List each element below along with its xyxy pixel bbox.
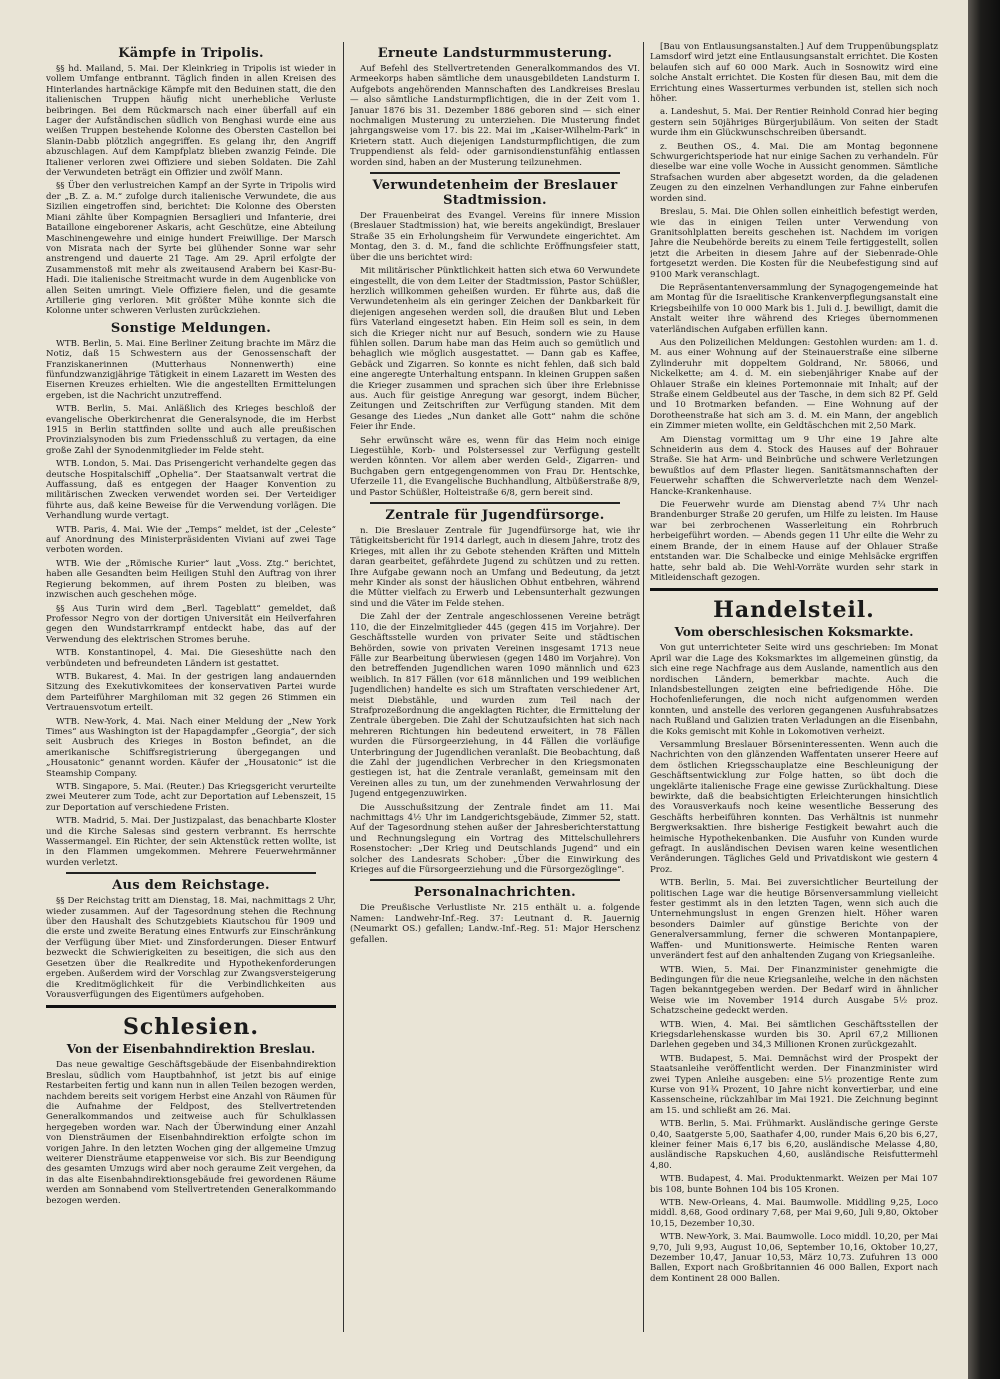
section-title-handelsteil: Handelsteil. <box>713 597 875 624</box>
news-item: WTB. New-York, 4. Mai. Nach einer Meldung der „New York Times“ aus Washington ist der Hapagdampfer „Georgia“, der sich seit Ausbruch des Krieges in Boston befindet, an die amerikanische Schiffsregistrierung übergegangen und „Housatonic“ genannt worden. Käufer der „Housatonic“ ist die Steamship Company. <box>46 716 336 779</box>
article-paragraph: Die Preußische Verlustliste Nr. 215 enthält u. a. folgende Namen: Landwehr-Inf.-Reg. 37: Leutnant d. R. Jauernig (Neumarkt OS.) gefallen; Landw.-Inf.-Reg. 51: Major Herschenz gefallen. <box>350 903 640 945</box>
headline-reichstage: Aus dem Reichstage. <box>112 878 270 894</box>
news-item: WTB. Konstantinopel, 4. Mai. Die Gieseshütte nach den verbündeten und befreundeten Ländern ist gestattet. <box>46 648 336 669</box>
headline-sonstige-meldungen: Sonstige Meldungen. <box>110 320 272 336</box>
market-report: Von gut unterrichteter Seite wird uns geschrieben: Im Monat April war die Lage des Koksmarktes im allgemeinen günstig, da sich eine rege Nachfrage aus dem Auslande, namentlich aus den nordischen Ländern, bemerkbar machte. Auch die Inlandsbestellungen zeigten eine befriedigende Höhe. Die Hochofenlieferungen, die noch nicht aufgenommen werden konnten, und anstelle des verloren gegangenen Ausfuhrabsatzes nach Rußland und Galizien traten Verladungen an die Eisenbahn, die Koks gemischt mit Kohle in Lokomotiven verheizt. <box>650 643 938 737</box>
market-report: WTB. Budapest, 4. Mai. Produktenmarkt. Weizen per Mai 107 bis 108, bunte Bohnen 104 bis 105 Kronen. <box>650 1174 938 1195</box>
column-left <box>46 42 336 1332</box>
column-middle <box>350 42 640 1332</box>
section-divider <box>370 502 620 504</box>
article-paragraph: Das neue gewaltige Geschäftsgebäude der Eisenbahndirektion Breslau, südlich vom Hauptbahnhof, ist jetzt bis auf einige Restarbeiten fertig und kann nun in allen Teilen bezogen werden, nachdem bereits seit vorigem Herbst eine Anzahl von Räumen für die Aufnahme der Feldpost, des Stellvertretenden Generalkommandos und zeitweise auch für Schulklassen hergegeben worden war. Nach der Überwindung einer Anzahl von Diensträumen der Eisenbahndirektion erfolgte schon im vorigen Jahre. In den letzten Wochen ging der allgemeine Umzug weiterer Diensträume etappenweise vor sich. Bis zur Beendigung des gesamten Umzugs wird aber noch geraume Zeit vergehen, da in das alte Eisenbahndirektionsgebäude frei gewordenen Räume werden am Sonnabend vom Stellvertretenden Generalkommando bezogen werden. <box>46 1060 336 1206</box>
market-report: WTB. Berlin, 5. Mai. Bei zuversichtlicher Beurteilung der politischen Lage war die heutige Börsenversammlung vielleicht fester gestimmt als in den letzten Tagen, wenn sich auch die Unternehmungslust in engen Grenzen hielt. Höher waren besonders Daimler auf günstige Berichte von der Generalversammlung, ferner die schweren Montanpapiere, Waffen- und Munitionswerte. Heimische Renten waren unverändert fest auf den anhaltenden Zugang von Kriegsanleihe. <box>650 878 938 962</box>
news-item: z. Beuthen OS., 4. Mai. Die am Montag begonnene Schwurgerichtsperiode hat nur einige Sachen zu verhandeln. Für dieselbe war eine volle Woche in Aussicht genommen. Sämtliche Strafsachen wurden aber abgesetzt worden, da die geladenen Zeugen zu den einzelnen Verhandlungen zur Fahne einberufen worden sind. <box>650 141 938 204</box>
headline-tripolis: Kämpfe in Tripolis. <box>118 46 264 61</box>
news-item: Die Repräsentantenversammlung der Synagogengemeinde hat am Montag für die Israelitische Krankenverpflegungsanstalt eine Kriegsbeihilfe von 10 000 Mark bis 1. Juli d. J. bewilligt, damit die Anstalt weiter ihre während des Krieges übernommenen vaterländischen Aufgaben erfüllen kann. <box>650 282 938 335</box>
news-item: WTB. Paris, 4. Mai. Wie der „Temps“ meldet, ist der „Celeste“ auf Anordnung des Ministerpräsidenten Viviani auf zwei Tage verboten worden. <box>46 524 336 556</box>
column-right <box>650 42 938 1332</box>
news-item: WTB. Berlin, 5. Mai. Anläßlich des Krieges beschloß der evangelische Oberkirchenrat die Generalsynode, die im Herbst 1915 in Berlin stattfinden sollte und auch alle preußischen Provinzialsynoden bis zum Friedensschluß zu vertagen, da eine große Zahl der Synodenmitglieder im Felde steht. <box>46 404 336 456</box>
news-item: WTB. Wie der „Römische Kurier“ laut „Voss. Ztg.“ berichtet, haben alle Gesandten beim Heiligen Stuhl den Auftrag von ihrer Regierung bekommen, auf ihrem Posten zu bleiben, was inzwischen auch geschehen möge. <box>46 558 336 601</box>
news-item: WTB. Bukarest, 4. Mai. In der gestrigen lang andauernden Sitzung des Exekutivkomitees der konservativen Partei wurde dem Parteiführer Marghiloman mit 32 gegen 26 Stimmen ein Vertrauensvotum erteilt. <box>46 671 336 714</box>
book-binding-edge <box>968 0 1000 1379</box>
subheadline-koksmarkt: Vom oberschlesischen Koksmarkte. <box>674 625 914 640</box>
article-paragraph: §§ Der Reichstag tritt am Dienstag, 18. Mai, nachmittags 2 Uhr, wieder zusammen. Auf der Tagesordnung stehen die Rechnung über den Haushalt des Schutzgebiets Kiautschou für 1909 und die erste und zweite Beratung eines Entwurfs zur Einschränkung der Verfügung über Miet- und Zinsforderungen. Dieser Entwurf bezweckt die Schwierigkeiten zu beseitigen, die sich aus den Gesetzen über die Realkredite und Hypothekenforderungen ergeben. Außerdem wird der Vorschlag zur Zwangsversteigerung die Kreditmöglichkeit für die Verbindlichkeiten aus Vorausverfügungen des Eigentümers aufgehoben. <box>46 896 336 1000</box>
section-divider <box>650 588 938 591</box>
section-title-schlesien: Schlesien. <box>122 1014 260 1041</box>
article-paragraph: Sehr erwünscht wäre es, wenn für das Heim noch einige Liegestühle, Korb- und Polstersessel zur Verfügung gestellt werden könnten. Vor allem aber werden Geld-, Zigarren- und Buchgaben gern entgegengenommen von Frau Dr. Hentschke, Uferzeile 11, die Evangelische Buchhandlung, Altbüßerstraße 8/9, und Pastor Schüßler, Holteistraße 6/8, gern bereit sind. <box>350 435 640 498</box>
article-paragraph: Der Frauenbeirat des Evangel. Vereins für innere Mission (Breslauer Stadtmission) hat, wie bereits angekündigt, Breslauer Straße 35 ein Erholungsheim für Verwundete eingerichtet. Am Montag, den 3. d. M., fand die schlichte Eröffnungsfeier statt, über die uns berichtet wird: <box>350 211 640 263</box>
section-divider <box>66 872 316 874</box>
market-report: WTB. Wien, 4. Mai. Bei sämtlichen Geschäftsstellen der Kriegsdarlehenskasse wurden bis 30. April 67,2 Millionen Darlehen gegeben und 34,3 Millionen Kronen zurückgezahlt. <box>650 1019 938 1051</box>
news-item: §§ Aus Turin wird dem „Berl. Tageblatt“ gemeldet, daß Professor Negro von der dortigen Universität ein Heilverfahren gegen den Wundstarrkrampf entdeckt habe, das auf der Verwendung des elektrischen Stromes beruhe. <box>46 603 336 645</box>
headline-personalnachrichten: Personalnachrichten. <box>414 885 576 901</box>
section-divider <box>46 1005 336 1008</box>
news-item: WTB. London, 5. Mai. Das Prisengericht verhandelte gegen das deutsche Hospitalschiff „Ophelia“. Der Staatsanwalt vertrat die Auffassung, daß es entgegen der Haager Konvention zu militärischen Zwecken verwendet worden sei. Der Verteidiger führte aus, daß keine Beweise für die Verwendung vorlägen. Die Verhandlung wurde vertagt. <box>46 459 336 522</box>
column-rule <box>643 42 644 1332</box>
market-report: WTB. New-York, 3. Mai. Baumwolle. Loco middl. 10,20, per Mai 9,70, Juli 9,93, August 10,06, September 10,16, Oktober 10,27, Dezember 10,47, Januar 10,53, März 10,73. Zufuhren 13 000 Ballen, Export nach Großbritannien 46 000 Ballen, Export nach dem Kontinent 28 000 Ballen. <box>650 1232 938 1284</box>
news-item: WTB. Berlin, 5. Mai. Eine Berliner Zeitung brachte im März die Notiz, daß 15 Schwestern aus der Genossenschaft der Franziskanerinnen (Mutterhaus Nonnenwerth) eine fünfundzwanzigjährige Tätigkeit in einem Lazarett im Westen des Eisernen Kreuzes erhielten. Wie die angestellten Ermittelungen ergeben, ist die Nachricht unzutreffend. <box>46 338 336 401</box>
article-paragraph: §§ Über den verlustreichen Kampf an der Syrte in Tripolis wird der „B. Z. a. M.“ zufolge durch italienische Verwundete, die aus Sizilien eingetroffen sind, berichtet: Die Kolonne des Obersten Miani zählte über Kompagnien Bersaglieri und Infanterie, drei Bataillone eingeborener Askaris, acht Geschütze, eine Abteilung Maschinengewehre und einige hundert Freiwillige. Der Marsch von Misrata nach der Syrte bei glühender Sonne war sehr anstrengend und dauerte 21 Tage. Am 29. April erfolgte der Zusammenstoß mit mehr als zweitausend Arabern bei Kasr-Bu-Hadi. Die italienische Streitmacht wurde in dem Augenblicke von allen Seiten umringt. Viele Offiziere fielen, und die gesamte Artillerie ging verloren. Mit größter Mühe konnte sich die Kolonne unter schweren Verlusten zurückziehen. <box>46 181 336 317</box>
news-item: Am Dienstag vormittag um 9 Uhr eine 19 Jahre alte Schneiderin aus dem 4. Stock des Hauses auf der Bohrauer Straße. Sie hat Arm- und Beinbrüche und schwere Verletzungen bewußtlos auf dem Pflaster liegen. Sanitätsmannschaften der Feuerwehr schafften die Schwerverletzte nach dem Wenzel-Hancke-Krankenhause. <box>650 434 938 497</box>
headline-jugendfuersorge: Zentrale für Jugendfürsorge. <box>385 508 605 524</box>
market-report: Versammlung Breslauer Börseninteressenten. Wenn auch die Nachrichten von den glänzenden Waffentaten unserer Heere auf dem östlichen Kriegsschauplatze eine Beschleunigung der Geschäftsentwicklung zur Folge hatten, so übt doch die ungeklärte italienische Frage eine gewisse Zurückhaltung. Diese bewirkte, daß die beabsichtigten Erleichterungen hinsichtlich des Vorausverkaufs noch keine wesentliche Besserung des Geschäfts herbeiführen konnten. Das Verhältnis ist nunmehr Bergwerksaktien. Ihre bisherige Festigkeit bewahrt auch die heimische Hypothekenbanken. Die Ausfuhr von Kunden wurde gefragt. In ausländischen Devisen waren keine wesentlichen Veränderungen. Tägliches Geld und Privatdiskont wie gestern 4 Proz. <box>650 739 938 875</box>
market-report: WTB. Budapest, 5. Mai. Demnächst wird der Prospekt der Staatsanleihe veröffentlicht werden. Der Finanzminister wird zwei Typen Anleihe ausgeben: eine 5½ prozentige Rente zum Kurse von 91¾ Prozent, 10 Jahre nicht konvertierbar, und eine Kassenscheine, rückzahlbar im Mai 1921. Die Zeichnung beginnt am 15. und schließt am 26. Mai. <box>650 1053 938 1116</box>
subheadline-eisenbahndirektion: Von der Eisenbahndirektion Breslau. <box>66 1042 316 1057</box>
column-rule <box>343 42 344 1332</box>
news-item: Aus den Polizeilichen Meldungen: Gestohlen wurden: am 1. d. M. aus einer Wohnung auf der Steinauerstraße eine silberne Zylinderuhr mit doppeltem Goldrand, Nr. 58066, und Nickelkette; am 4. d. M. ein siebenjähriger Knabe auf der Ohlauer Straße ein kleines Portemonnaie mit Inhalt; auf der Straße einem Geldbeutel aus der Tasche, in dem sich 82 Pf. Geld und 10 Brotmarken befanden. — Eine Wohnung auf der Dorotheenstraße hat sich am 3. d. M. ein Mann, der angeblich ein Zimmer mieten wollte, ein Geldtäschchen mit 2,50 Mark. <box>650 337 938 432</box>
headline-landsturmmusterung: Erneute Landsturmmusterung. <box>377 46 613 61</box>
news-item: a. Landeshut, 5. Mai. Der Rentier Reinhold Conrad hier beging gestern sein 50jähriges Bürgerjubiläum. Von seiten der Stadt wurde ihm ein Glückwunschschreiben übersandt. <box>650 107 938 139</box>
market-report: WTB. New-Orleans, 4. Mai. Baumwolle. Middling 9,25, Loco middl. 8,68, Good ordinary 7,68, per Mai 9,60, Juli 9,80, Oktober 10,15, Dezember 10,30. <box>650 1198 938 1229</box>
article-paragraph: §§ hd. Mailand, 5. Mai. Der Kleinkrieg in Tripolis ist wieder in vollem Umfange entbrannt. Täglich finden in allen Kreisen des Hinterlandes hartnäckige Kämpfe mit den Beduinen statt, die den italienischen Truppen häufig nicht unerhebliche Verluste beibringen. Bei dem Rückmarsch nach einer überfall auf ein Lager der Aufständischen südlich von Benghasi wurde eine aus weißen Truppen bestehende Kolonne des Obersten Castellon bei Slanin-Dabb plötzlich angegriffen. Es gelang ihr, den Angriff abzuschlagen. Auf dem Kampfplatz blieben zwanzig Feinde. Die Italiener verloren zwei Offiziere und sieben Soldaten. Die Zahl der Verwundeten beträgt ein Offizier und zwölf Mann. <box>46 64 336 179</box>
article-paragraph: Die Zahl der der Zentrale angeschlossenen Vereine beträgt 110, die der Einzelmitglieder 445 (gegen 415 im Vorjahre). Der Geschäftsstelle wurden von privater Seite und städtischen Behörden, sowie von privaten Vereinen insgesamt 1713 neue Fälle zur Bearbeitung überwiesen (gegen 1480 im Vorjahre). Von den betreffenden Jugendlichen waren 1090 männlich und 623 weiblich. In 817 Fällen (vor 618 männlichen und 199 weiblichen Jugendlichen) handelte es sich um Straftaten verschiedener Art, meist Diebstähle, und wurden zum Teil nach der Strafprozeßordnung die angeklagten Richter, die Ermittelung der Zentrale übergeben. Die Zahl der Schutzaufsichten hat sich nach mehreren Richtungen hin bedeutend erweitert, in 78 Fällen wurden die Fürsorgeerziehung, in 44 Fällen die vorläufige Unterbringung der Jugendlichen veranlaßt. Die Beobachtung, daß die Zahl der jugendlichen Verbrecher in den Kriegsmonaten gestiegen ist, hat die Zentrale veranlaßt, gemeinsam mit den Vereinen alles zu tun, um der zunehmenden Verwahrlosung der Jugend entgegenzuwirken. <box>350 612 640 800</box>
article-paragraph: n. Die Breslauer Zentrale für Jugendfürsorge hat, wie ihr Tätigkeitsbericht für 1914 darlegt, auch in diesem Jahre, trotz des Krieges, mit allen ihr zu Gebote stehenden Kräften und Mitteln daran gearbeitet, gefährdete Jugend zu schützen und zu retten. Ihre Aufgabe gewann noch an Umfang und Bedeutung, da jetzt mehr Kinder als sonst der häuslichen Obhut entbehren, während die Mütter vielfach zu Erwerb und Lebensunterhalt gezwungen sind und die Väter im Felde stehen. <box>350 526 640 609</box>
news-item: Breslau, 5. Mai. Die Ohlen sollen einheitlich befestigt werden, wie das in einigen Teilen unter Verwendung von Granitsohlplatten bereits geschehen ist. Nachdem im vorigen Jahre die Neubehörde bereits zu einem Teile fertiggestellt, sollen jetzt die Arbeiten in diesem Jahre auf der Siebenrade-Ohle fortgesetzt werden. Die Kosten für die Neubefestigung sind auf 9100 Mark veranschlagt. <box>650 207 938 280</box>
article-paragraph: Die Ausschußsitzung der Zentrale findet am 11. Mai nachmittags 4½ Uhr im Landgerichtsgebäude, Zimmer 52, statt. Auf der Tagesordnung stehen außer der Jahresberichterstattung und Rechnungslegung ein Vortrag des Mittelschullehrers Rosenstocher: „Der Krieg und Deutschlands Jugend“ und ein solcher des Landesrats Schober: „Über die Einwirkung des Krieges auf die Fürsorgeerziehung und die Fürsorgezöglinge“. <box>350 802 640 876</box>
news-item: WTB. Singapore, 5. Mai. (Reuter.) Das Kriegsgericht verurteilte zwei Meuterer zum Tode, acht zur Deportation auf Lebenszeit, 15 zur Deportation auf verschiedene Fristen. <box>46 782 336 813</box>
article-paragraph: Mit militärischer Pünktlichkeit hatten sich etwa 60 Verwundete eingestellt, die von dem Leiter der Stadtmission, Pastor Schüßler, herzlich willkommen geheißen wurden. Er führte aus, daß die Verwundetenheim als ein geringer Zeichen der Dankbarkeit für diejenigen angesehen werden soll, die draußen Blut und Leben fürs Vaterland eingesetzt haben. Ein Heim soll es sein, in dem sich die Krieger nicht nur auf Besuch, sondern wie zu Hause fühlen sollen. Darum habe man das Heim auch so gemütlich und behaglich wie möglich ausgestattet. — Dann gab es Kaffee, Gebäck und Zigarren. So konnte es nicht fehlen, daß sich bald eine angeregte Unterhaltung entspann. In kleinen Gruppen saßen die Krieger zusammen und sprachen sich über ihre Erlebnisse aus. Auch für geistige Anregung war gesorgt, indem Bücher, Zeitungen und Zeitschriften zur Verfügung standen. Mit dem Gesange des Liedes „Nun danket alle Gott“ nahm die schöne Feier ihr Ende. <box>350 266 640 433</box>
headline-verwundetenheim: Verwundetenheim der Breslauer Stadtmission. <box>372 178 618 209</box>
section-divider <box>370 879 620 881</box>
market-report: WTB. Wien, 5. Mai. Der Finanzminister genehmigte die Bedingungen für die neue Kriegsanleihe, welche in den nächsten Tagen bekanntgegeben werden. Der Bedarf wird in ähnlicher Weise wie im November 1914 durch Ausgabe 5½ proz. Schatzscheine gedeckt werden. <box>650 964 938 1017</box>
section-divider <box>370 172 620 174</box>
news-item: [Bau von Entlausungsanstalten.] Auf dem Truppenübungsplatz Lamsdorf wird jetzt eine Entlausungsanstalt errichtet. Die Kosten belaufen sich auf 60 000 Mark. Auch in Sosnowitz wird eine solche Anstalt errichtet. Die Kosten für diesen Bau, mit dem die Errichtung eines Wasserturmes verbunden ist, stellen sich noch höher. <box>650 42 938 105</box>
news-item: WTB. Madrid, 5. Mai. Der Justizpalast, das benachbarte Kloster und die Kirche Salesas sind gestern verbrannt. Es herrschte Wassermangel. Ein Richter, der sein Aktenstück retten wollte, ist in den Flammen umgekommen. Mehrere Feuerwehrmänner wurden verletzt. <box>46 816 336 868</box>
market-report: WTB. Berlin, 5. Mai. Frühmarkt. Ausländische geringe Gerste 0,40, Saatgerste 5,00, Saathafer 4,00, runder Mais 6,20 bis 6,27, kleiner feiner Mais 6,17 bis 6,20, ausländische Melasse 4,80, ausländische Rapskuchen 4,60, ausländische Reisfuttermehl 4,80. <box>650 1119 938 1171</box>
article-paragraph: Auf Befehl des Stellvertretenden Generalkommandos des VI. Armeekorps haben sämtliche dem unausgebildeten Landsturm I. Aufgebots angehörenden Mannschaften des Landkreises Breslau — also sämtliche Landsturmpflichtigen, die in der Zeit vom 1. Januar 1876 bis 31. Dezember 1886 geboren sind — sich einer nochmaligen Musterung zu unterziehen. Die Musterung findet jahrgangsweise vom 17. bis 22. Mai im „Kaiser-Wilhelm-Park“ in Krietern statt. Auch diejenigen Landsturmpflichtigen, die zum Truppendienst als feld- oder garnisondienstunfähig entlassen worden sind, haben an der Musterung teilzunehmen. <box>350 64 640 168</box>
news-item: Die Feuerwehr wurde am Dienstag abend 7¼ Uhr nach Brandenburger Straße 20 gerufen, um Hilfe zu leisten. Im Hause war bei zerbrochenen Wasserleitung ein Rohrbruch herbeigeführt worden. — Abends gegen 11 Uhr eilte die Wehr zu einem Brande, der in einem Hause auf der Ohlauer Straße entstanden war. Die Schalbecke und einige Mehlsäcke ergriffen hatte, sehr bald ab. Die Wehl-Vorräte wurden sehr stark in Mitleidenschaft gezogen. <box>650 500 938 583</box>
